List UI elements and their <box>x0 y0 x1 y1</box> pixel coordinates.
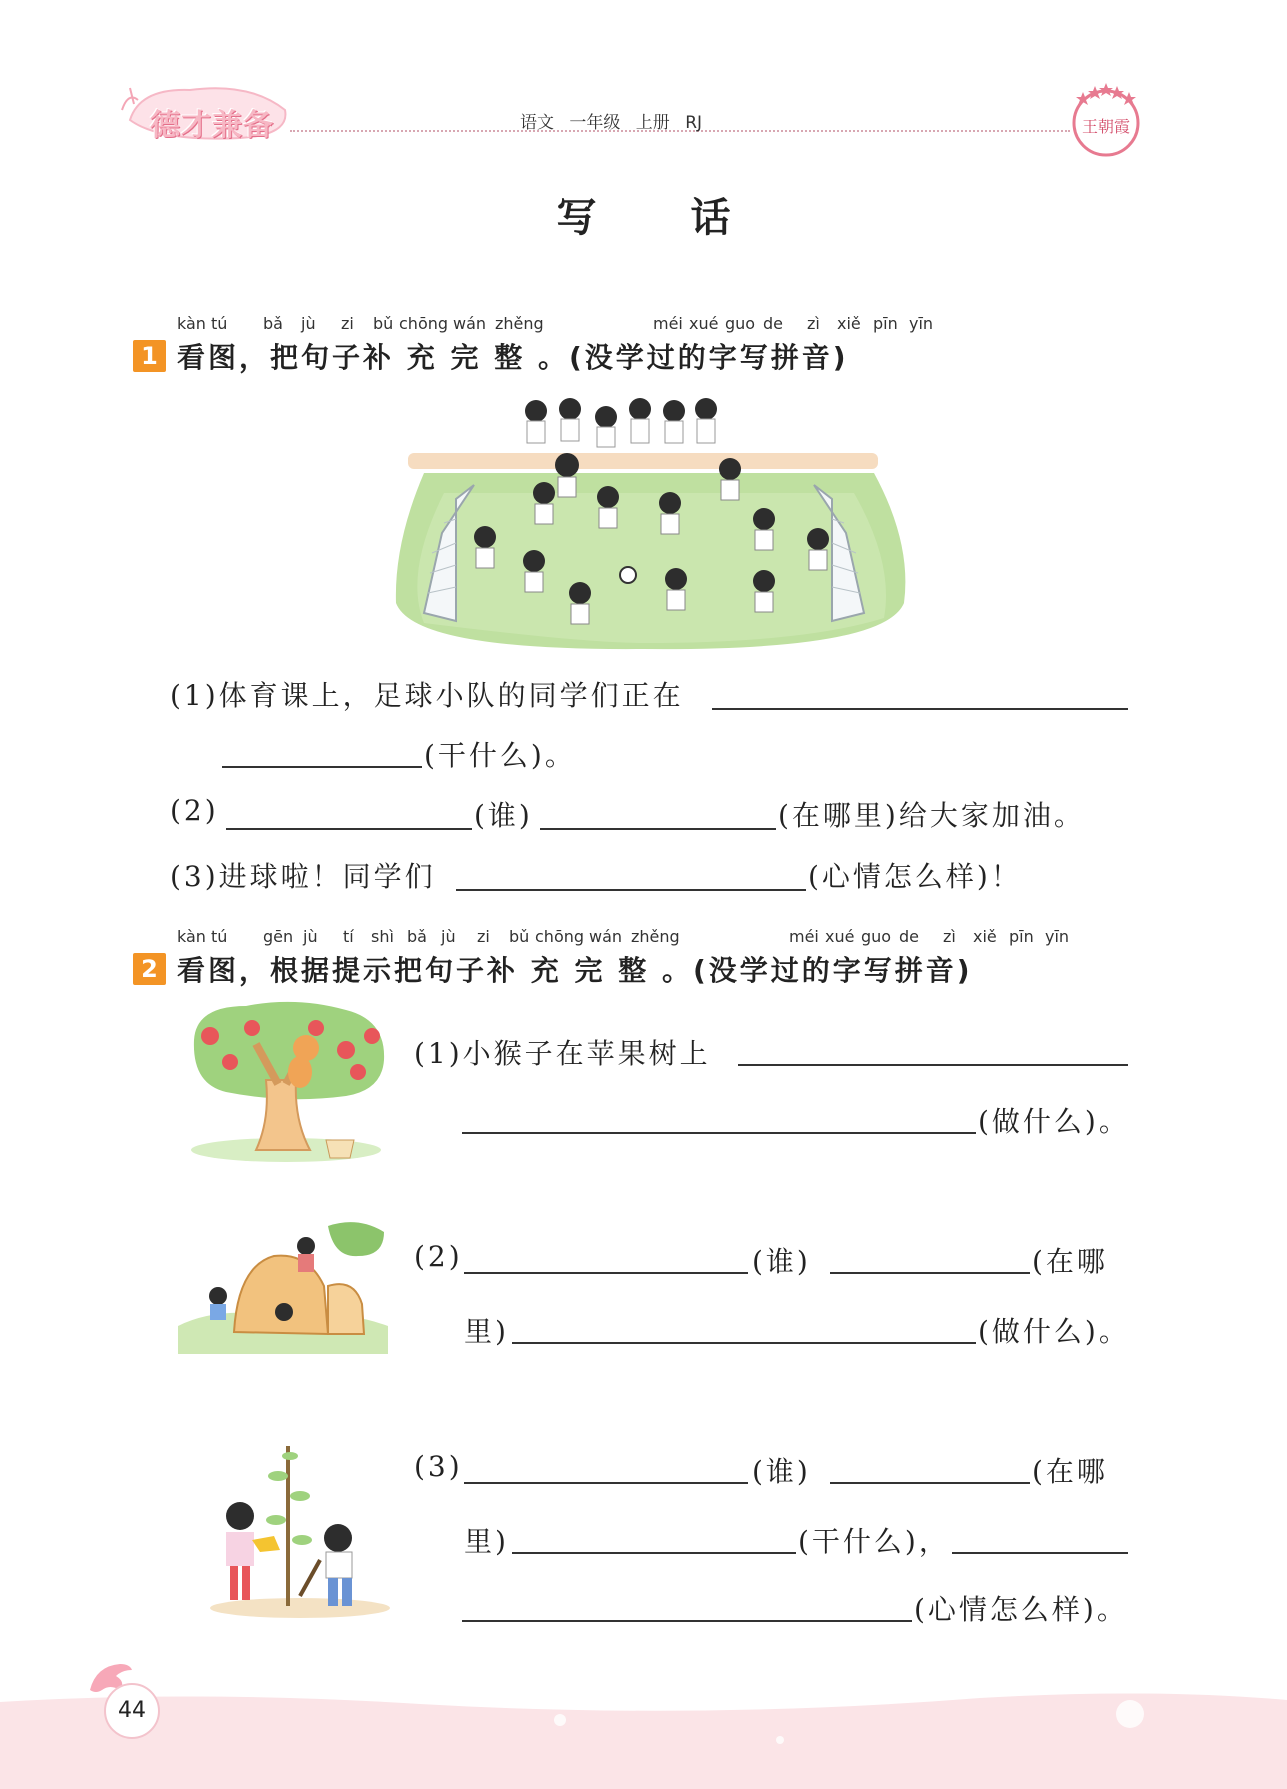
q2-1-line: (1)小猴子在苹果树上 <box>414 1037 711 1070</box>
q1-line-3-mood: (心情怎么样)！ <box>808 860 1022 893</box>
q2-1-do: (做什么)。 <box>978 1105 1130 1138</box>
q2-3-where: (在哪 <box>1032 1455 1108 1488</box>
q2-2-who: (谁) <box>752 1245 811 1278</box>
header-info: 语文 一年级 上册 RJ <box>520 113 703 133</box>
author-stamp-icon <box>1065 78 1147 160</box>
q2-3-mood: (心情怎么样)。 <box>914 1593 1128 1626</box>
stamp-name: 王朝霞 <box>1081 117 1131 136</box>
q2-3-prefix: (3) <box>414 1450 463 1483</box>
question-text: 看图，根据提示把句子补 充 完 整 。(没学过的字写拼音) <box>177 954 973 987</box>
q2-2-do: (做什么)。 <box>978 1315 1130 1348</box>
q1-blank-where[interactable] <box>540 828 776 830</box>
q1-blank-2[interactable] <box>222 766 422 768</box>
q1-line-1b: (干什么)。 <box>424 739 576 772</box>
pinyin-q2: kàn tú gēn jù tí shì bǎ jù zi bǔ chōng wán zhěng méi xué guo de zì xiě pīn yīn <box>177 927 1070 946</box>
q2-3-blank-do[interactable] <box>512 1552 796 1554</box>
q1-line-2-prefix: (2) <box>170 794 219 827</box>
monkey-apple-tree-illustration <box>186 1000 392 1166</box>
q2-3-blank-mood[interactable] <box>462 1620 912 1622</box>
question-text: 看图，把句子补 充 完 整 。(没学过的字写拼音) <box>177 341 849 374</box>
pinyin-q1: kàn tú bǎ jù zi bǔ chōng wán zhěng méi xué guo de zì xiě pīn yīn <box>177 314 934 333</box>
q1-blank-who[interactable] <box>226 828 472 830</box>
q2-2-blank-do[interactable] <box>512 1342 976 1344</box>
q2-1-blank-a[interactable] <box>738 1064 1128 1066</box>
q1-line-1: (1)体育课上，足球小队的同学们正在 <box>170 679 684 712</box>
page-header <box>0 0 1287 160</box>
q2-2-prefix: (2) <box>414 1240 463 1273</box>
footer-wave-decoration <box>0 1680 1287 1789</box>
playground-illustration <box>178 1216 388 1354</box>
q2-3-blank-extra[interactable] <box>952 1552 1128 1554</box>
q2-3-blank-where[interactable] <box>830 1482 1030 1484</box>
q2-3-who: (谁) <box>752 1455 811 1488</box>
page-title: 写 话 <box>556 195 771 241</box>
planting-tree-illustration <box>190 1436 396 1620</box>
q2-1-blank-b[interactable] <box>462 1132 976 1134</box>
brand-text: 德才兼备 <box>150 108 274 143</box>
q1-blank-1[interactable] <box>712 708 1128 710</box>
question-number: 2 <box>133 953 166 985</box>
q1-blank-mood[interactable] <box>456 889 806 891</box>
soccer-field-illustration <box>384 393 916 651</box>
q2-3-line2-prefix: 里) <box>464 1525 509 1558</box>
q1-line-2-where: (在哪里)给大家加油。 <box>778 799 1085 832</box>
question-number: 1 <box>133 340 166 372</box>
q2-2-blank-where[interactable] <box>830 1272 1030 1274</box>
q2-3-blank-who[interactable] <box>464 1482 748 1484</box>
q2-2-where: (在哪 <box>1032 1245 1108 1278</box>
q2-2-line2-prefix: 里) <box>464 1315 509 1348</box>
q2-2-blank-who[interactable] <box>464 1272 748 1274</box>
q2-3-do: (干什么)， <box>798 1525 950 1558</box>
q1-line-2-who: (谁) <box>474 799 533 832</box>
q1-line-3-prefix: (3)进球啦！同学们 <box>170 860 436 893</box>
page-number: 44 <box>104 1683 160 1739</box>
